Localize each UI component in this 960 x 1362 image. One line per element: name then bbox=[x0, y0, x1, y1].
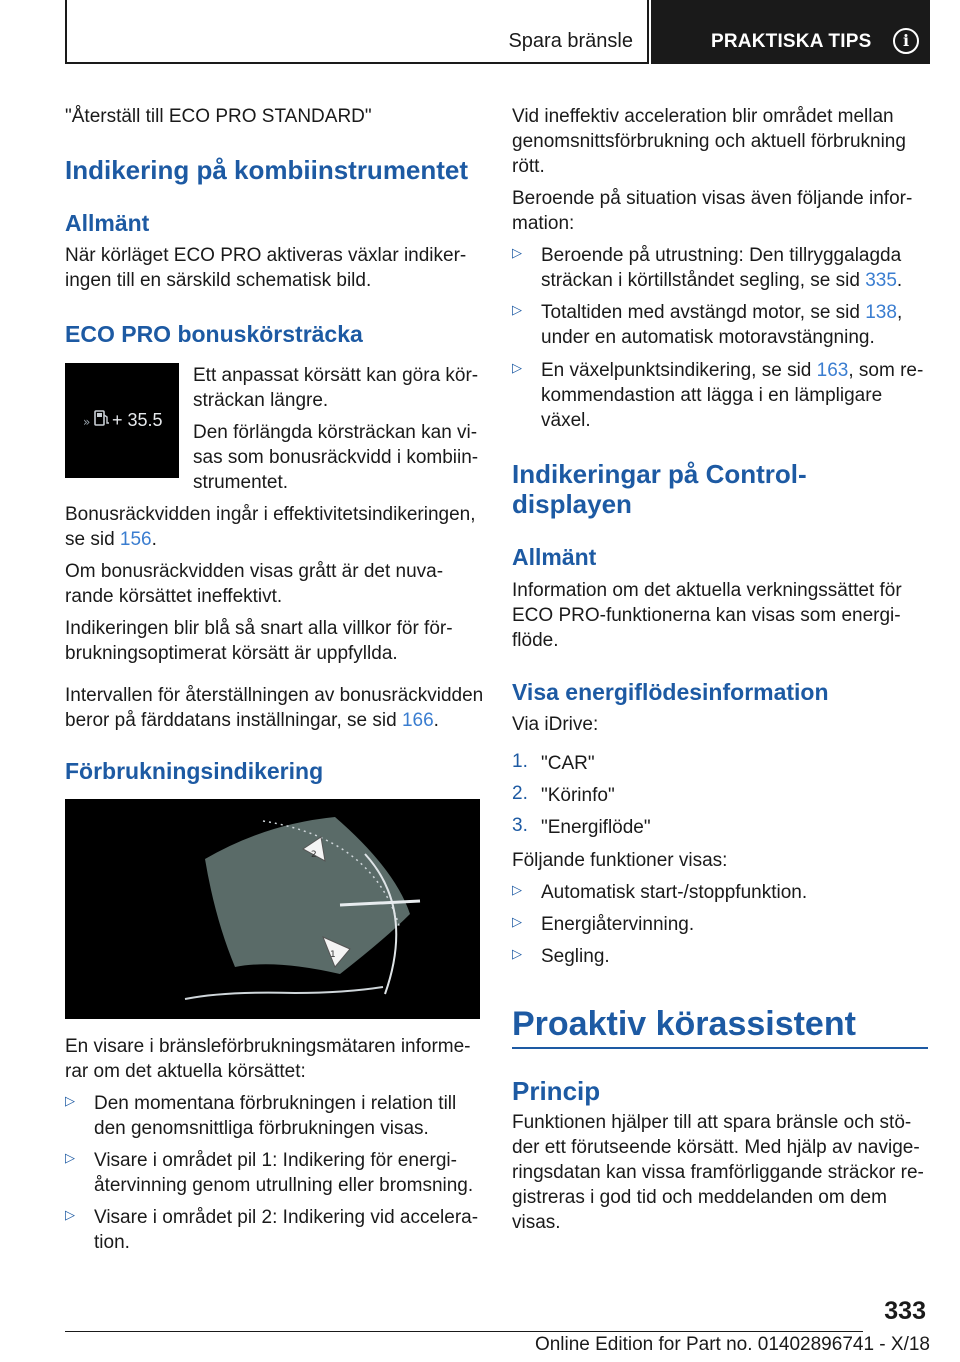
bullet-icon: ▷ bbox=[512, 360, 522, 375]
paragraph-line: Intervallen för återställningen av bonusräckvidden bbox=[65, 685, 484, 706]
bonus-range-image bbox=[65, 363, 179, 478]
paragraph-line: ringsdatan kan vissa framförliggande sträckor re- bbox=[512, 1162, 924, 1183]
gauge-illustration bbox=[65, 799, 480, 1019]
page-link[interactable]: 163 bbox=[816, 360, 849, 381]
paragraph-line: Indikeringen blir blå så snart alla villkor för för- bbox=[65, 618, 453, 639]
heading-control: Indikeringar på Control- bbox=[512, 459, 807, 489]
info-icon: i bbox=[893, 28, 919, 54]
heading-visa: Visa energiflödesinformation bbox=[512, 679, 829, 705]
heading-princip: Princip bbox=[512, 1076, 601, 1106]
paragraph-line: Beroende på situation visas även följande infor- bbox=[512, 188, 913, 209]
paragraph-line: strumentet. bbox=[193, 472, 289, 493]
bullet-icon: ▷ bbox=[512, 302, 522, 317]
paragraph-line: Följande funktioner visas: bbox=[512, 850, 728, 871]
header-chapter-tab bbox=[651, 0, 930, 64]
heading-rule bbox=[512, 1047, 928, 1049]
paragraph-line: Via iDrive: bbox=[512, 714, 599, 735]
heading-proaktiv: Proaktiv körassistent bbox=[512, 1005, 856, 1043]
paragraph-line: ECO PRO-funktionerna kan visas som energi- bbox=[512, 605, 901, 626]
bullet-icon: ▷ bbox=[65, 1093, 75, 1108]
svg-text:2: 2 bbox=[311, 850, 317, 860]
paragraph-line: beror på färddatans inställningar, se sid 166. bbox=[65, 710, 439, 731]
svg-text:1: 1 bbox=[330, 950, 336, 960]
edition-text: Online Edition for Part no. 01402896741 - X/18 bbox=[534, 1334, 930, 1355]
paragraph-line: Information om det aktuella verkningssättet för bbox=[512, 580, 902, 601]
bullet-icon: ▷ bbox=[512, 245, 522, 260]
paragraph-line: När körläget ECO PRO aktiveras växlar indiker- bbox=[65, 245, 467, 266]
heading-allmant-right: Allmänt bbox=[512, 544, 597, 570]
paragraph-line: mation: bbox=[512, 213, 575, 234]
bonus-range-value: + 35.5 bbox=[112, 410, 163, 430]
paragraph-line: flöde. bbox=[512, 630, 559, 651]
bullet-icon: ▷ bbox=[512, 882, 522, 897]
bullet-icon: ▷ bbox=[512, 914, 522, 929]
footer-rule bbox=[65, 1331, 863, 1332]
page-link[interactable]: 166 bbox=[401, 710, 434, 731]
paragraph-line: gistreras i god tid och meddelanden om dem bbox=[512, 1187, 887, 1208]
paragraph-line: se sid 156. bbox=[65, 529, 157, 550]
paragraph-line: sträckan längre. bbox=[193, 390, 329, 411]
paragraph-line: Bonusräckvidden ingår i effektivitetsindikeringen, bbox=[65, 504, 476, 525]
paragraph-line: rande körsättet ineffektivt. bbox=[65, 586, 283, 607]
section-title: Spara bränsle bbox=[508, 30, 633, 52]
paragraph-line: En visare i bränsleförbrukningsmätaren informe- bbox=[65, 1036, 471, 1057]
paragraph-line: Vid ineffektiv acceleration blir området mellan bbox=[512, 106, 894, 127]
heading-allmant: Allmänt bbox=[65, 210, 150, 236]
gauge-area bbox=[205, 817, 410, 974]
bullet-icon: ▷ bbox=[512, 946, 522, 961]
heading-forbruk: Förbrukningsindikering bbox=[65, 758, 324, 784]
intro-text: "Återställ till ECO PRO STANDARD" bbox=[65, 106, 372, 127]
paragraph-line: Om bonusräckvidden visas grått är det nuva- bbox=[65, 561, 444, 582]
page-number: 333 bbox=[884, 1297, 926, 1325]
paragraph-line: genomsnittsförbrukning och aktuell förbrukning bbox=[512, 131, 906, 152]
paragraph-line: visas. bbox=[512, 1212, 561, 1233]
page-link[interactable]: 335 bbox=[865, 270, 897, 291]
bullet-icon: ▷ bbox=[65, 1150, 75, 1165]
svg-text:»: » bbox=[83, 415, 91, 429]
paragraph-line: rött. bbox=[512, 156, 545, 177]
paragraph-line: rar om det aktuella körsättet: bbox=[65, 1061, 306, 1082]
paragraph-line: Funktionen hjälper till att spara bränsle och stö- bbox=[512, 1112, 912, 1133]
heading-bonus: ECO PRO bonuskörsträcka bbox=[65, 321, 363, 347]
chapter-title: PRAKTISKA TIPS bbox=[711, 31, 872, 52]
paragraph-line: der ett förutseende körsätt. Med hjälp av navige- bbox=[512, 1137, 920, 1158]
paragraph-line: sas som bonusräckvidd i kombiin- bbox=[193, 447, 479, 468]
paragraph-line: ingen till en särskild schematisk bild. bbox=[65, 270, 372, 291]
consumption-gauge-image bbox=[65, 799, 480, 1019]
heading-control-cont: displayen bbox=[512, 489, 632, 519]
paragraph-line: brukningsoptimerat körsätt är uppfyllda. bbox=[65, 643, 398, 664]
heading-kombi: Indikering på kombiinstrumentet bbox=[65, 155, 469, 185]
paragraph-line: Den förlängda körsträckan kan vi- bbox=[193, 422, 478, 443]
page-link[interactable]: 156 bbox=[119, 529, 152, 550]
paragraph-line: Ett anpassat körsätt kan göra kör- bbox=[193, 365, 479, 386]
page-link[interactable]: 138 bbox=[865, 302, 897, 323]
bullet-icon: ▷ bbox=[65, 1207, 75, 1222]
header-section-tab bbox=[65, 0, 649, 64]
